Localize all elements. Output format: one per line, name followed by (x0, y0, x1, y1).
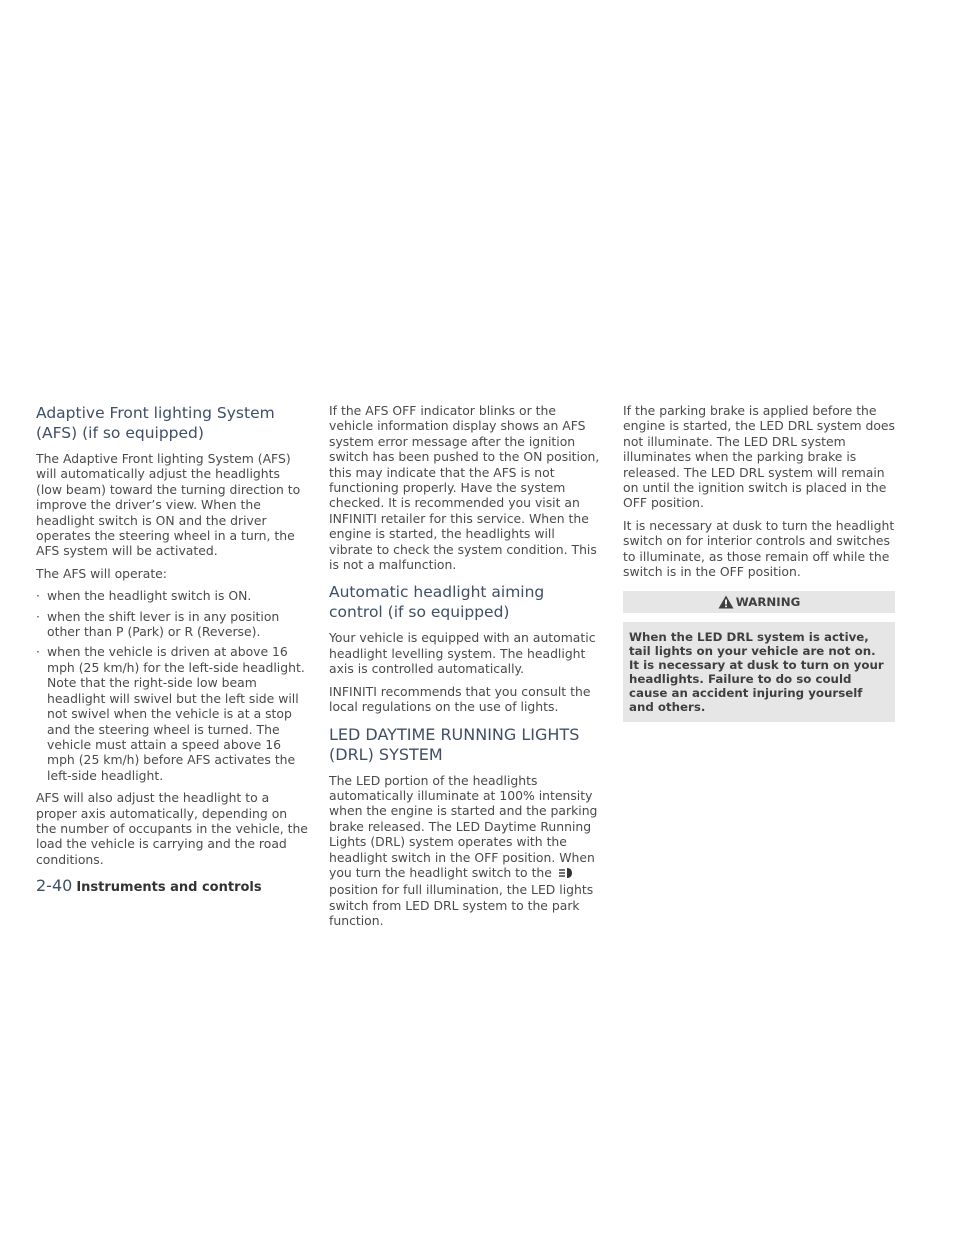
paragraph: If the AFS OFF indicator blinks or the vehicle information display shows an AFS system error message after the ignition switch has been pushed to the ON position, this may indicate that the AFS is not functioning properly. Have the system checked. It is recommended you visit an INFINITI retailer for this service. When the engine is started, the headlights will vibrate to check the system condition. This is not a malfunction. (329, 403, 600, 573)
list-item: · when the shift lever is in any position other than P (Park) or R (Reverse). (36, 608, 280, 640)
headlight-switch-icon (558, 867, 574, 882)
section-name: Instruments and controls (76, 880, 262, 895)
warning-title: WARNING (735, 594, 801, 609)
page-number: 2-40 (36, 876, 73, 895)
bullet-mark: · (36, 608, 40, 624)
list-item: · when the headlight switch is ON. (36, 588, 252, 604)
section-heading-afs: Adaptive Front lighting System (AFS) (if so equipped) (36, 404, 275, 442)
column-2 (329, 403, 601, 936)
paragraph: The AFS will operate: (36, 565, 167, 581)
page-footer (36, 876, 262, 895)
bullet-mark: · (36, 644, 40, 660)
paragraph: AFS will also adjust the headlight to a proper axis automatically, depending on the number of occupants in the vehicle, the load the vehicle is carrying and the road conditions. (36, 790, 308, 867)
warning-body: When the LED DRL system is active, tail lights on your vehicle are not on. It is necessary at dusk to turn on your headlights. Failure to do so could cause an accident injuring yourself and others. (623, 622, 895, 722)
paragraph: It is necessary at dusk to turn the headlight switch on for interior controls and switches to illuminate, as those remain off while the switch is in the OFF position. (623, 517, 895, 580)
warning-triangle-icon (718, 595, 734, 609)
paragraph: The Adaptive Front lighting System (AFS) will automatically adjust the headlights (low beam) toward the turning direction to improve the driver’s view. When the headlight switch is ON and the driver operates the steering wheel in a turn, the AFS system will be activated. (36, 451, 301, 559)
warning-header (623, 591, 895, 613)
bullet-mark: · (36, 588, 40, 604)
paragraph: Your vehicle is equipped with an automatic headlight levelling system. The headlight axis is controlled automatically. (329, 630, 596, 677)
paragraph: The LED portion of the headlights automatically illuminate at 100% intensity when the engine is started and the parking brake released. The LED Daytime Running Lights (DRL) system operates with the headlight switch in the OFF position. When you turn the headlight switch to theposition for full illumination, the LED lights switch from LED DRL system to the park function. (329, 772, 598, 929)
section-heading-aiming: Automatic headlight aiming control (if so equipped) (329, 583, 545, 622)
paragraph: INFINITI recommends that you consult the local regulations on the use of lights. (329, 683, 591, 715)
bullet-list (36, 588, 308, 783)
list-item: · when the vehicle is driven at above 16 mph (25 km/h) for the left-side headlight. Note that the right-side low beam headlight will swivel but the left side will not swivel when the vehicle is at a stop and the steering wheel is turned. The vehicle must attain a speed above 16 mph (25 km/h) before AFS activates the left-side headlight. (36, 644, 305, 783)
column-1 (36, 403, 308, 874)
section-heading-drl: LED DAYTIME RUNNING LIGHTS (DRL) SYSTEM (329, 724, 580, 764)
paragraph: If the parking brake is applied before the engine is started, the LED DRL system does not illuminate. The LED DRL system illuminates when the parking brake is released. The LED DRL system will remain on until the ignition switch is placed in the OFF position. (623, 403, 895, 511)
column-3 (623, 403, 895, 722)
